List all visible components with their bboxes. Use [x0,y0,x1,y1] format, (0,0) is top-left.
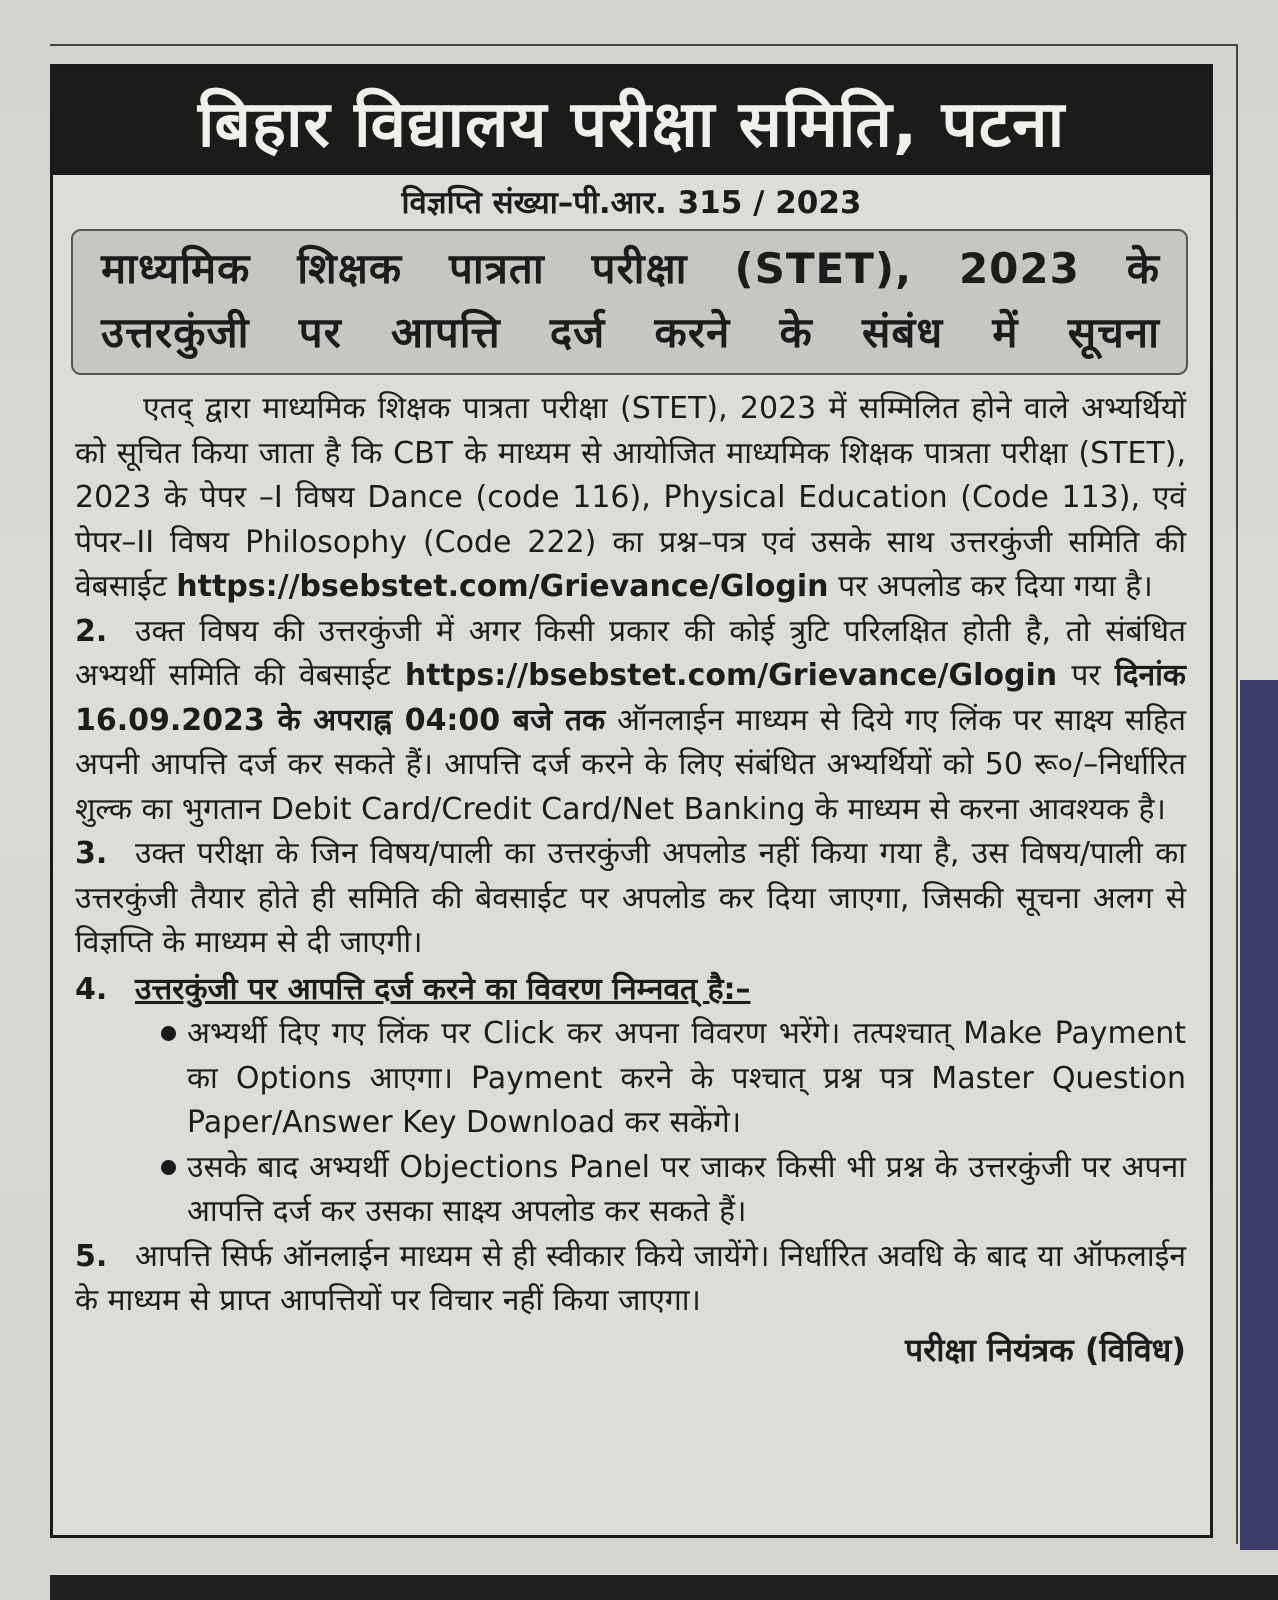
paragraph-1-end: पर अपलोड कर दिया गया है। [838,569,1153,604]
paragraph-2 [75,610,1186,833]
next-article-edge [50,1575,1278,1600]
objection-procedure-heading: उत्तरकुंजी पर आपत्ति दर्ज करने का विवरण निम्नवत् है:– [135,971,751,1007]
notice-advertisement [50,64,1213,1538]
paragraph-3 [75,832,1186,966]
bullet-icon [161,1160,176,1175]
paragraph-3-text: उक्त परीक्षा के जिन विषय/पाली का उत्तरकुंजी अपलोड नहीं किया गया है, उस विषय/पाली का उत्तरकुंजी तैयार होते ही समिति की बेवसाईट पर अपलोड कर दिया जाएगा, जिसकी सूचना अलग से विज्ञप्ति के माध्यम से दी जाएगी। [75,836,1186,960]
signatory: परीक्षा नियंत्रक (विविध) [904,1330,1186,1369]
masthead [53,67,1210,175]
paragraph-4-heading [75,968,1186,1013]
bullet-icon [161,1026,176,1041]
paragraph-1 [75,387,1186,610]
grievance-link[interactable]: https://bsebstet.com/Grievance/Glogin [176,569,829,604]
paragraph-5 [75,1235,1186,1324]
list-item-text: उसके बाद अभ्यर्थी Objections Panel पर जाकर किसी भी प्रश्न के उत्तरकुंजी पर अपना आपत्ति दर्ज कर उसका साक्ष्य अपलोड कर सकते हैं। [187,1149,1186,1229]
paragraph-number: 4. [75,971,108,1007]
subject-line-1: माध्यमिक शिक्षक पात्रता परीक्षा (STET), 2023 के [101,244,1160,293]
paragraph-number: 5. [75,1238,108,1274]
organization-title: बिहार विद्यालय परीक्षा समिति, पटना [197,87,1066,162]
list-item [161,1146,1186,1235]
subject-line-2: उत्तरकुंजी पर आपत्ति दर्ज करने के संबंध में सूचना [101,308,1160,357]
procedure-list [75,1012,1186,1235]
paragraph-number: 2. [75,613,108,649]
paragraph-2-end: ऑनलाईन माध्यम से दिये गए लिंक पर साक्ष्य सहित अपनी आपत्ति दर्ज कर सकते हैं। आपत्ति दर्ज करने के लिए संबंधित अभ्यर्थियों को 50 रू०/–निर्धारित शुल्क का भुगतान Debit Card/Credit Card/Net Banking के माध्यम से करना आवश्यक है। [75,702,1186,827]
paragraph-2-text: उक्त विषय की उत्तरकुंजी में अगर किसी प्रकार की कोई त्रुटि परिलक्षित होती है, तो संबंधित अभ्यर्थी समिति की वेबसाईट [75,613,1187,693]
deadline-text: दिनांक 16.09.2023 के अपराह्न 04:00 बजे तक [75,658,1186,738]
list-item [161,1012,1186,1146]
grievance-link[interactable]: https://bsebstet.com/Grievance/Glogin [404,658,1058,693]
adjacent-page-edge [1240,680,1278,1550]
notice-body [53,375,1210,1372]
paragraph-2-connector: पर [1071,658,1101,693]
paragraph-1-text: एतद् द्वारा माध्यमिक शिक्षक पात्रता परीक्षा (STET), 2023 में सम्मिलित होने वाले अभ्यर्थियों को सूचित किया जाता है कि CBT के माध्यम से आयोजित माध्यमिक शिक्षक पात्रता परीक्षा (STET), 2023 के पेपर –I विषय Dance (code 116), Physical Education (Code 113), एवं पेपर–II विषय Philosophy (Code 222) का प्रश्न–पत्र एवं उसके साथ उत्तरकुंजी समिति की वेबसाईट [75,391,1186,604]
subject-box [71,229,1188,375]
paragraph-5-text: आपत्ति सिर्फ ऑनलाईन माध्यम से ही स्वीकार किये जायेंगे। निर्धारित अवधि के बाद या ऑफलाईन के माध्यम से प्राप्त आपत्तियों पर विचार नहीं किया जाएगा। [75,1238,1186,1318]
notification-number: विज्ञप्ति संख्या–पी.आर. 315 / 2023 [401,185,862,221]
list-item-text: अभ्यर्थी दिए गए लिंक पर Click कर अपना विवरण भरेंगे। तत्पश्चात् Make Payment का Options आएगा। Payment करने के पश्चात् प्रश्न पत्र Master Question Paper/Answer Key Download कर सकेंगे। [187,1016,1186,1140]
paragraph-number: 3. [75,836,108,871]
